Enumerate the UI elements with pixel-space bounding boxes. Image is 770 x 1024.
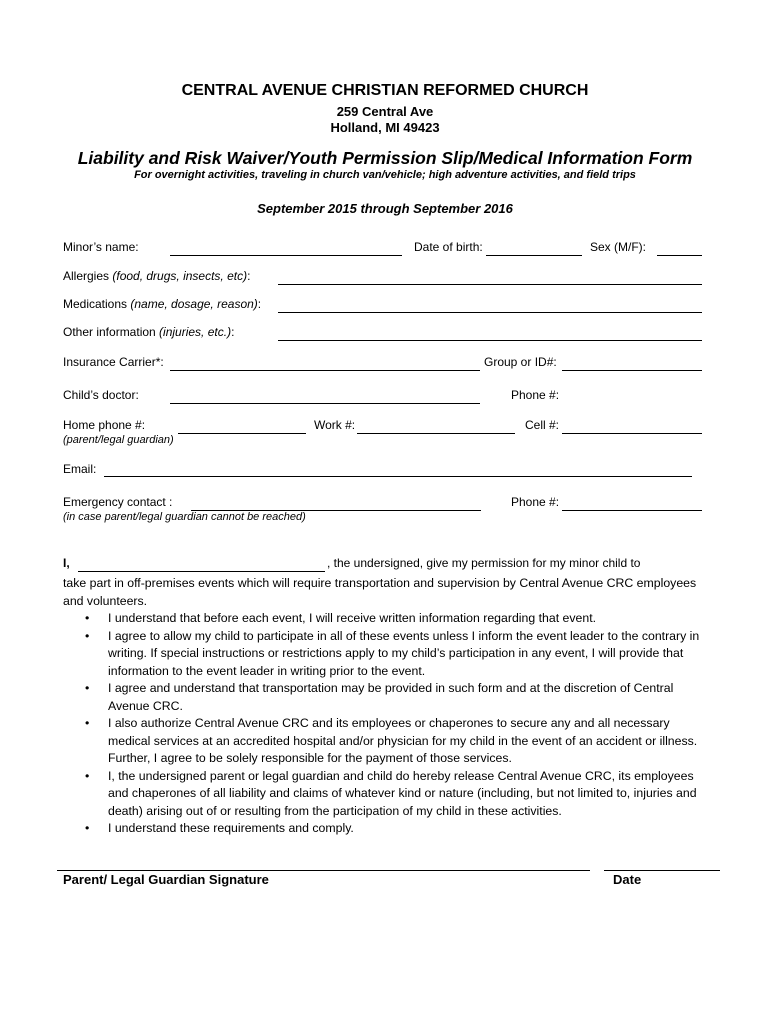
minor-name-label: Minor’s name:	[63, 240, 139, 254]
signature-date-field[interactable]	[604, 870, 720, 871]
bullet-icon: •	[85, 821, 90, 835]
dob-label: Date of birth:	[414, 240, 483, 254]
address-line-1: 259 Central Ave	[336, 104, 434, 119]
dob-field[interactable]	[486, 255, 582, 256]
doctor-field[interactable]	[170, 403, 480, 404]
bullet-icon: •	[85, 681, 90, 695]
group-id-field[interactable]	[562, 370, 702, 371]
emergency-phone-field[interactable]	[562, 510, 702, 511]
allergies-label: Allergies (food, drugs, insects, etc):	[63, 269, 251, 283]
emergency-phone-label: Phone #:	[511, 495, 560, 509]
bullet-icon: •	[85, 768, 90, 783]
cell-phone-field[interactable]	[562, 433, 702, 434]
parent-signature-label: Parent/ Legal Guardian Signature	[63, 872, 269, 887]
allergies-hint: (food, drugs, insects, etc)	[112, 269, 248, 283]
emergency-contact-label: Emergency contact :	[63, 495, 173, 509]
consent-body	[63, 575, 708, 838]
consent-bullet-1: • I understand that before each event, I will receive written information regarding that event.	[63, 610, 708, 628]
home-phone-label: Home phone #:	[63, 418, 146, 432]
other-info-label: Other information (injuries, etc.):	[63, 325, 235, 339]
bullet-icon: •	[85, 611, 90, 625]
allergies-field[interactable]	[278, 284, 702, 285]
group-id-label: Group or ID#:	[484, 355, 557, 369]
address-line-2: Holland, MI 49423	[330, 120, 440, 135]
medications-hint: (name, dosage, reason)	[130, 297, 258, 311]
consent-bullet-2: • I agree to allow my child to participate in all of these events unless I inform the event leader to the contrary in writing. If special instructions or restrictions apply to my child’s participation in any event, I will provide that information to the event leader in writing prior to the event.	[85, 628, 700, 678]
sex-label: Sex (M/F):	[590, 240, 646, 254]
bullet-icon: •	[85, 628, 90, 643]
insurance-field[interactable]	[170, 370, 480, 371]
sex-field[interactable]	[657, 255, 702, 256]
consent-bullet-6: • I understand these requirements and comply.	[63, 820, 708, 838]
consent-bullet-3: • I agree and understand that transportation may be provided in such form and at the discretion of Central Avenue CRC.	[85, 681, 674, 713]
guardian-name-field[interactable]	[78, 571, 325, 572]
consent-after-blank: , the undersigned, give my permission for my minor child to	[327, 556, 641, 570]
consent-bullet-4: • I also authorize Central Avenue CRC and its employees or chaperones to secure any and all necessary medical services at an accredited hospital and/or physician for my child in the event of an accident or illness. Further, I agree to be solely responsible for the payment of those services.	[85, 716, 698, 765]
bullet-icon: •	[85, 716, 90, 730]
medications-label: Medications (name, dosage, reason):	[63, 297, 262, 311]
insurance-label: Insurance Carrier*:	[63, 355, 164, 369]
church-name: CENTRAL AVENUE CHRISTIAN REFORMED CHURCH	[181, 82, 589, 99]
work-phone-field[interactable]	[357, 433, 515, 434]
doctor-phone-label: Phone #:	[511, 388, 560, 402]
email-label: Email:	[63, 462, 97, 476]
other-info-hint: (injuries, etc.)	[159, 325, 232, 339]
parent-signature-field[interactable]	[57, 870, 590, 871]
consent-bullet-5: • I, the undersigned parent or legal guardian and child do hereby release Central Avenue CRC, its employees and chaperones of all liability and claims of whatever kind or nature (including, but not limited to, injuries and death) arising out of or resulting from the participation of my child in these activities.	[85, 768, 697, 818]
consent-bullet-list	[63, 610, 708, 838]
form-subtitle: For overnight activities, traveling in church van/vehicle; high adventure activities, and field trips	[134, 169, 636, 181]
form-title: Liability and Risk Waiver/Youth Permission Slip/Medical Information Form	[77, 148, 693, 168]
consent-i-label: I,	[63, 556, 70, 570]
work-phone-label: Work #:	[314, 418, 356, 432]
minor-name-field[interactable]	[170, 255, 402, 256]
email-field[interactable]	[104, 476, 692, 477]
cell-phone-label: Cell #:	[525, 418, 560, 432]
emergency-contact-note: (in case parent/legal guardian cannot be reached)	[63, 511, 306, 523]
doctor-label: Child’s doctor:	[63, 388, 139, 402]
other-info-field[interactable]	[278, 340, 702, 341]
form-period: September 2015 through September 2016	[257, 201, 513, 216]
home-phone-field[interactable]	[178, 433, 306, 434]
home-phone-note: (parent/legal guardian)	[63, 434, 174, 446]
consent-continuation: take part in off-premises events which will require transportation and supervision by Central Avenue CRC employees and volunteers.	[63, 576, 697, 608]
signature-date-label: Date	[613, 872, 642, 887]
medications-field[interactable]	[278, 312, 702, 313]
